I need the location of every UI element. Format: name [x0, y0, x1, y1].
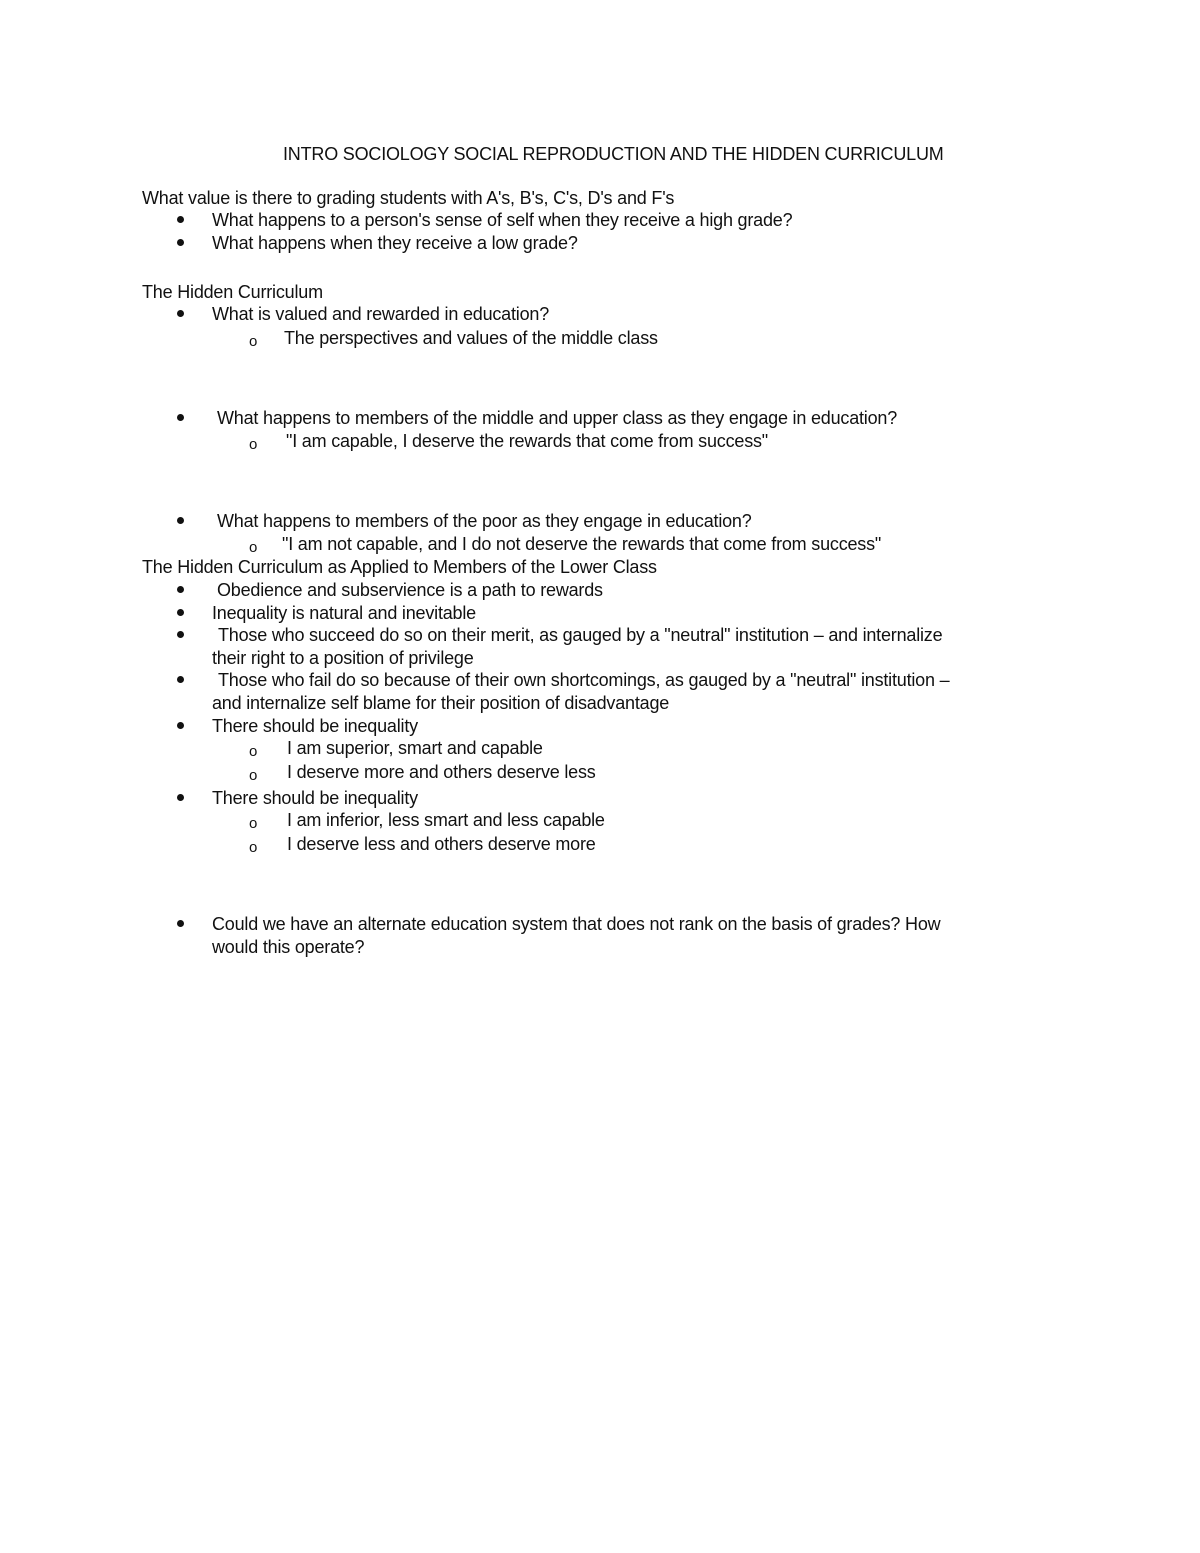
sub-bullet-icon: o — [249, 839, 258, 856]
bullet-icon — [177, 586, 184, 593]
section-heading-grading: What value is there to grading students with A's, B's, C's, D's and F's — [142, 188, 675, 208]
sub-bullet-icon: o — [249, 815, 258, 832]
bullet-icon — [177, 631, 184, 638]
list-item: What happens to members of the poor as they engage in education? — [217, 511, 752, 531]
sub-list-item: I am superior, smart and capable — [287, 738, 543, 758]
document-title: INTRO SOCIOLOGY SOCIAL REPRODUCTION AND THE HIDDEN CURRICULUM — [283, 144, 944, 164]
sub-list-item: I am inferior, less smart and less capable — [287, 810, 605, 830]
sub-list-item: The perspectives and values of the middle class — [284, 328, 658, 348]
list-item-continuation: and internalize self blame for their position of disadvantage — [212, 693, 670, 713]
sub-bullet-icon: o — [249, 767, 258, 784]
list-item: What is valued and rewarded in education? — [212, 304, 550, 324]
list-item: Inequality is natural and inevitable — [212, 603, 476, 623]
list-item: There should be inequality — [212, 716, 418, 736]
sub-list-item: "I am capable, I deserve the rewards that come from success" — [286, 431, 768, 451]
bullet-icon — [177, 794, 184, 801]
bullet-icon — [177, 676, 184, 683]
list-item-continuation: their right to a position of privilege — [212, 648, 474, 668]
bullet-icon — [177, 517, 184, 524]
sub-bullet-icon: o — [249, 436, 258, 453]
list-item: What happens to a person's sense of self when they receive a high grade? — [212, 210, 793, 230]
bullet-icon — [177, 722, 184, 729]
list-item: Obedience and subservience is a path to rewards — [217, 580, 603, 600]
list-item: There should be inequality — [212, 788, 418, 808]
list-item: What happens to members of the middle and upper class as they engage in education? — [217, 408, 898, 428]
bullet-icon — [177, 609, 184, 616]
sub-list-item: "I am not capable, and I do not deserve the rewards that come from success" — [282, 534, 882, 554]
sub-bullet-icon: o — [249, 743, 258, 760]
sub-list-item: I deserve more and others deserve less — [287, 762, 596, 782]
list-item: Could we have an alternate education system that does not rank on the basis of grades? How — [212, 914, 941, 934]
list-item: What happens when they receive a low grade? — [212, 233, 578, 253]
bullet-icon — [177, 920, 184, 927]
bullet-icon — [177, 310, 184, 317]
bullet-icon — [177, 216, 184, 223]
section-heading-hidden-curriculum: The Hidden Curriculum — [142, 282, 323, 302]
sub-list-item: I deserve less and others deserve more — [287, 834, 596, 854]
list-item: Those who succeed do so on their merit, as gauged by a "neutral" institution – and internalize — [218, 625, 943, 645]
section-heading-lower-class: The Hidden Curriculum as Applied to Members of the Lower Class — [142, 557, 657, 577]
list-item: Those who fail do so because of their own shortcomings, as gauged by a "neutral" institution – — [218, 670, 950, 690]
list-item-continuation: would this operate? — [212, 937, 365, 957]
sub-bullet-icon: o — [249, 539, 258, 556]
sub-bullet-icon: o — [249, 333, 258, 350]
bullet-icon — [177, 239, 184, 246]
bullet-icon — [177, 414, 184, 421]
